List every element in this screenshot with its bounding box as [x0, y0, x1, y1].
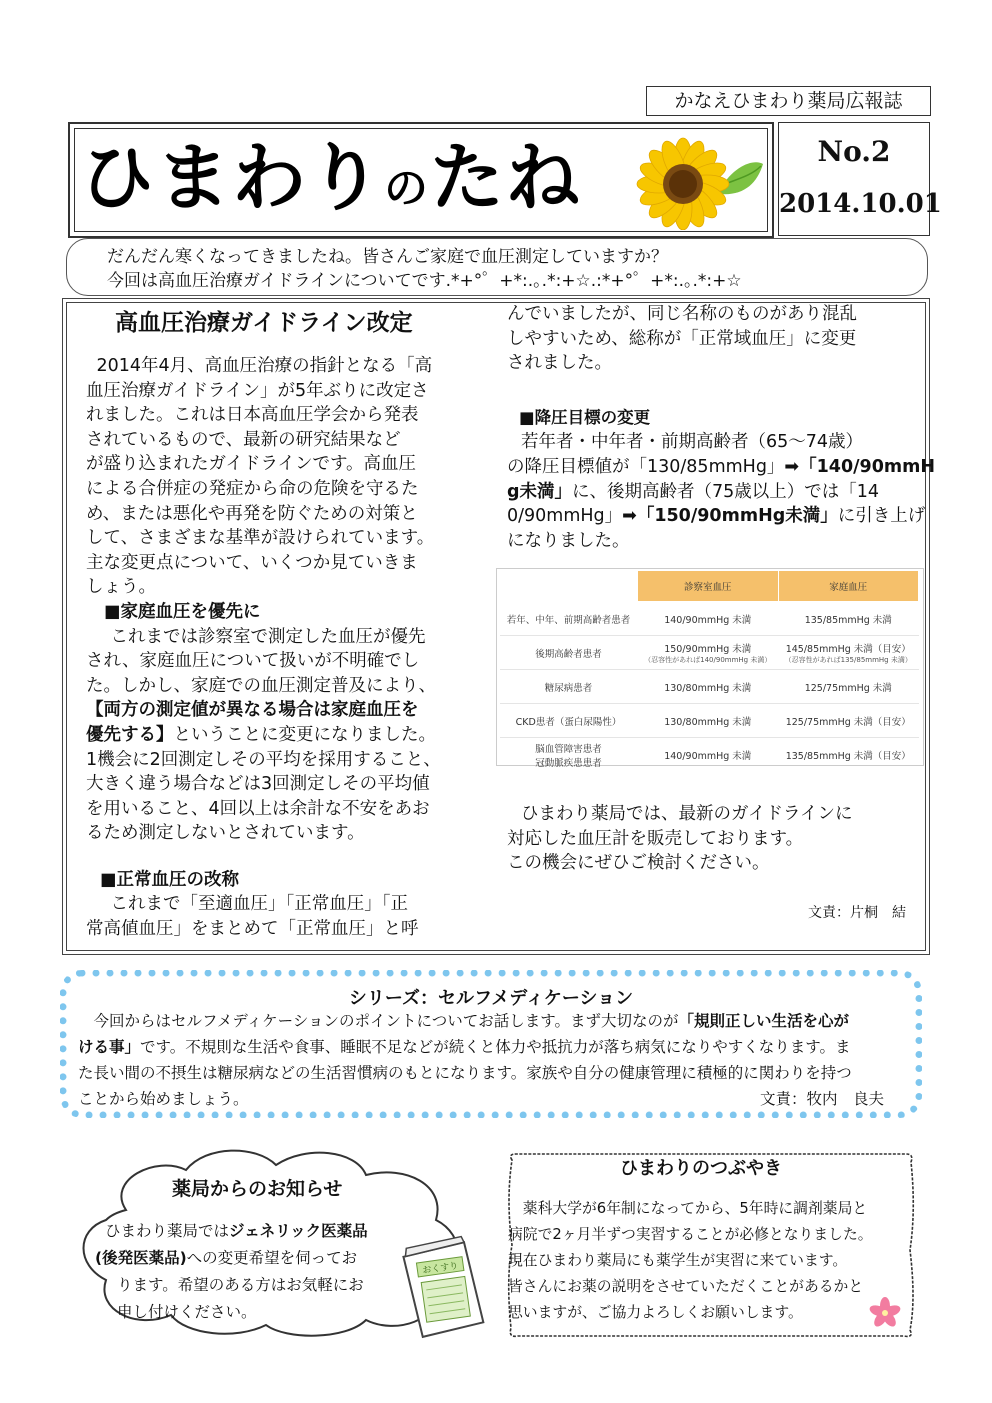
paragraph-line: 薬科大学が6年制になってから、5年時に調剤薬局と	[508, 1200, 868, 1217]
issue-info	[778, 122, 942, 236]
paragraph-line: 現在ひまわり薬局にも薬学生が実習に来ています。	[508, 1252, 848, 1269]
article-right-column	[507, 302, 935, 553]
series-box	[60, 970, 922, 1118]
paragraph-line: 1機会に2回測定しその平均を採用すること、	[86, 749, 441, 770]
paragraph-line: して、さまざまな基準が設けられています。	[86, 528, 435, 549]
medicine-bag-icon	[390, 1232, 490, 1342]
table-header: 診察室血圧	[638, 571, 779, 602]
paragraph-line: ります。希望のある方はお気軽にお	[117, 1276, 364, 1294]
article-closing	[507, 802, 925, 876]
series-author: 文責：牧内 良夫	[759, 1090, 884, 1108]
publisher-label: かなえひまわり薬局広報誌	[646, 86, 931, 116]
paragraph-line: しょう。	[86, 577, 156, 598]
table-cell: 140/90mmHg 未満	[638, 602, 779, 636]
paragraph-line: になりました。	[507, 530, 630, 551]
notice-text	[95, 1218, 395, 1326]
row-label: 脳血管障害患者 冠動脈疾患患者	[500, 738, 638, 772]
table-row	[500, 704, 919, 738]
paragraph-line: 0/90mmHg」➡「150/90mmHg未満」に引き上げ	[507, 506, 926, 527]
issue-number: No.2	[817, 135, 891, 168]
table-cell: 125/75mmHg 未満（目安）	[778, 704, 919, 738]
paragraph-line: この機会にぜひご検討ください。	[507, 853, 770, 874]
table-header	[500, 571, 638, 602]
row-label: CKD患者（蛋白尿陽性）	[500, 704, 638, 738]
paragraph-line: 2014年4月、高血圧治療の指針となる「高	[96, 356, 433, 376]
series-text	[78, 1008, 908, 1112]
paragraph-line: 皆さんにお薬の説明をさせていただくことがあるかと	[508, 1278, 864, 1295]
table-row	[500, 670, 919, 704]
paragraph-line: た長い間の不摂生は糖尿病などの生活習慣病のもとになります。家族や自分の健康管理に積極的に関わりを持つ	[78, 1064, 852, 1082]
tweet-text	[508, 1196, 918, 1326]
table-row	[500, 636, 919, 670]
intro-line-2: 今回は高血圧治療ガイドラインについてです.*+°゜+*:.｡.*:+☆.:*+°゜+*:.｡.*:+☆	[107, 271, 742, 291]
table-cell: 130/80mmHg 未満	[638, 670, 779, 704]
bp-target-table	[499, 570, 919, 771]
paragraph-line: ひまわり薬局では、最新のガイドラインに	[521, 804, 853, 824]
paragraph-line: 主な変更点について、いくつか見ていきま	[86, 552, 418, 573]
paragraph-line: た。しかし、家庭での血圧測定普及により、	[86, 675, 436, 696]
paragraph-line: されているもので、最新の研究結果など	[86, 429, 401, 450]
tweet-title: ひまわりのつぶやき	[620, 1158, 782, 1179]
paragraph-line: 思いますが、ご協力よろしくお願いします。	[508, 1304, 803, 1321]
paragraph-line: 申し付けください。	[117, 1303, 257, 1321]
row-label: 後期高齢者患者	[500, 636, 638, 670]
flower-icon	[868, 1296, 902, 1330]
paragraph-line: め、または悪化や再発を防ぐための対策と	[86, 503, 418, 524]
notice-title: 薬局からのお知らせ	[172, 1178, 343, 1200]
paragraph-line: これまで「至適血圧」「正常血圧」「正	[110, 894, 408, 915]
paragraph-line: され、家庭血圧について扱いが不明確でし	[86, 651, 420, 672]
paragraph-line: 今回からはセルフメディケーションのポイントについてお話します。まず大切なのが「規則正しい生活を心が	[93, 1012, 849, 1030]
paragraph-line: が盛り込まれたガイドラインです。高血圧	[86, 454, 417, 475]
paragraph-line: しやすいため、総称が「正常域血圧」に変更	[507, 328, 857, 349]
paragraph-line: g未満」に、後期高齢者（75歳以上）では「14	[507, 481, 880, 502]
row-label: 若年、中年、前期高齢者患者	[500, 602, 638, 636]
section-heading-normal-bp: ■正常血圧の改称	[100, 869, 240, 890]
table-header-row	[500, 571, 919, 602]
paragraph-line: の降圧目標値が「130/85mmHg」➡「140/90mmH	[507, 456, 935, 477]
issue-date: 2014.10.01	[779, 189, 942, 219]
paragraph-line: されました。	[507, 353, 612, 374]
article-left-column	[86, 354, 486, 942]
bag-label: おくすり	[421, 1261, 459, 1277]
series-title: シリーズ：セルフメディケーション	[348, 988, 634, 1009]
paragraph-line: 対応した血圧計を販売しております。	[507, 828, 804, 849]
row-label: 糖尿病患者	[500, 670, 638, 704]
paragraph-line: ける事」です。不規則な生活や食事、睡眠不足などが続くと体力や抵抗力が落ち病気になりやすくなります。ま	[78, 1038, 851, 1056]
table-row	[500, 738, 919, 772]
paragraph-line: 血圧治療ガイドライン」が5年ぶりに改定さ	[86, 380, 429, 401]
table-row	[500, 602, 919, 636]
newsletter-title: ひまわりのたね	[80, 135, 582, 221]
table-cell: 135/85mmHg 未満	[778, 602, 919, 636]
paragraph-line: 優先する】ということに変更になりました。	[86, 724, 436, 745]
table-header: 家庭血圧	[778, 571, 919, 602]
paragraph-line: による合併症の発症から命の危険を守るた	[86, 478, 419, 499]
paragraph-line: 常高値血圧」をまとめて「正常血圧」と呼	[86, 919, 419, 940]
table-cell: 135/85mmHg 未満（目安）	[778, 738, 919, 772]
table-cell: 145/85mmHg 未満（目安） （忍容性があれば135/85mmHg 未満）	[778, 636, 919, 670]
paragraph-line: (後発医薬品)への変更希望を伺ってお	[95, 1249, 358, 1267]
paragraph-line: これまでは診察室で測定した血圧が優先	[110, 626, 426, 647]
article-title: 高血圧治療ガイドライン改定	[115, 310, 413, 336]
paragraph-line: 病院で2ヶ月半ずつ実習することが必修となりました。	[508, 1226, 873, 1243]
sunflower-icon	[625, 134, 765, 230]
paragraph-line: れました。これは日本高血圧学会から発表	[86, 405, 419, 426]
table-cell: 125/75mmHg 未満	[778, 670, 919, 704]
intro-line-1: だんだん寒くなってきましたね。皆さんご家庭で血圧測定していますか？	[107, 247, 668, 267]
paragraph-line: 大きく違う場合などは3回測定しその平均値	[86, 774, 430, 795]
table-cell: 140/90mmHg 未満	[638, 738, 779, 772]
paragraph-line: んでいましたが、同じ名称のものがあり混乱	[507, 304, 857, 324]
paragraph-line: を用いること、4回以上は余計な不安をあお	[86, 798, 430, 819]
emphasis-line: 【両方の測定値が異なる場合は家庭血圧を	[86, 700, 419, 721]
section-heading-home-bp: ■家庭血圧を優先に	[104, 601, 261, 622]
masthead	[68, 122, 774, 238]
article-author: 文責：片桐 結	[808, 905, 906, 921]
section-heading-target: ■降圧目標の変更	[519, 407, 651, 427]
table-cell: 130/80mmHg 未満	[638, 704, 779, 738]
table-cell: 150/90mmHg 未満 （忍容性があれば140/90mmHg 未満）	[638, 636, 779, 670]
intro-box	[66, 238, 928, 296]
paragraph-line: ひまわり薬局ではジェネリック医薬品	[105, 1222, 368, 1240]
paragraph-line: ことから始めましょう。 文責：牧内 良夫	[78, 1086, 908, 1112]
paragraph-line: 若年者・中年者・前期高齢者（65～74歳）	[521, 432, 864, 453]
paragraph-line: るため測定しないとされています。	[86, 823, 365, 844]
